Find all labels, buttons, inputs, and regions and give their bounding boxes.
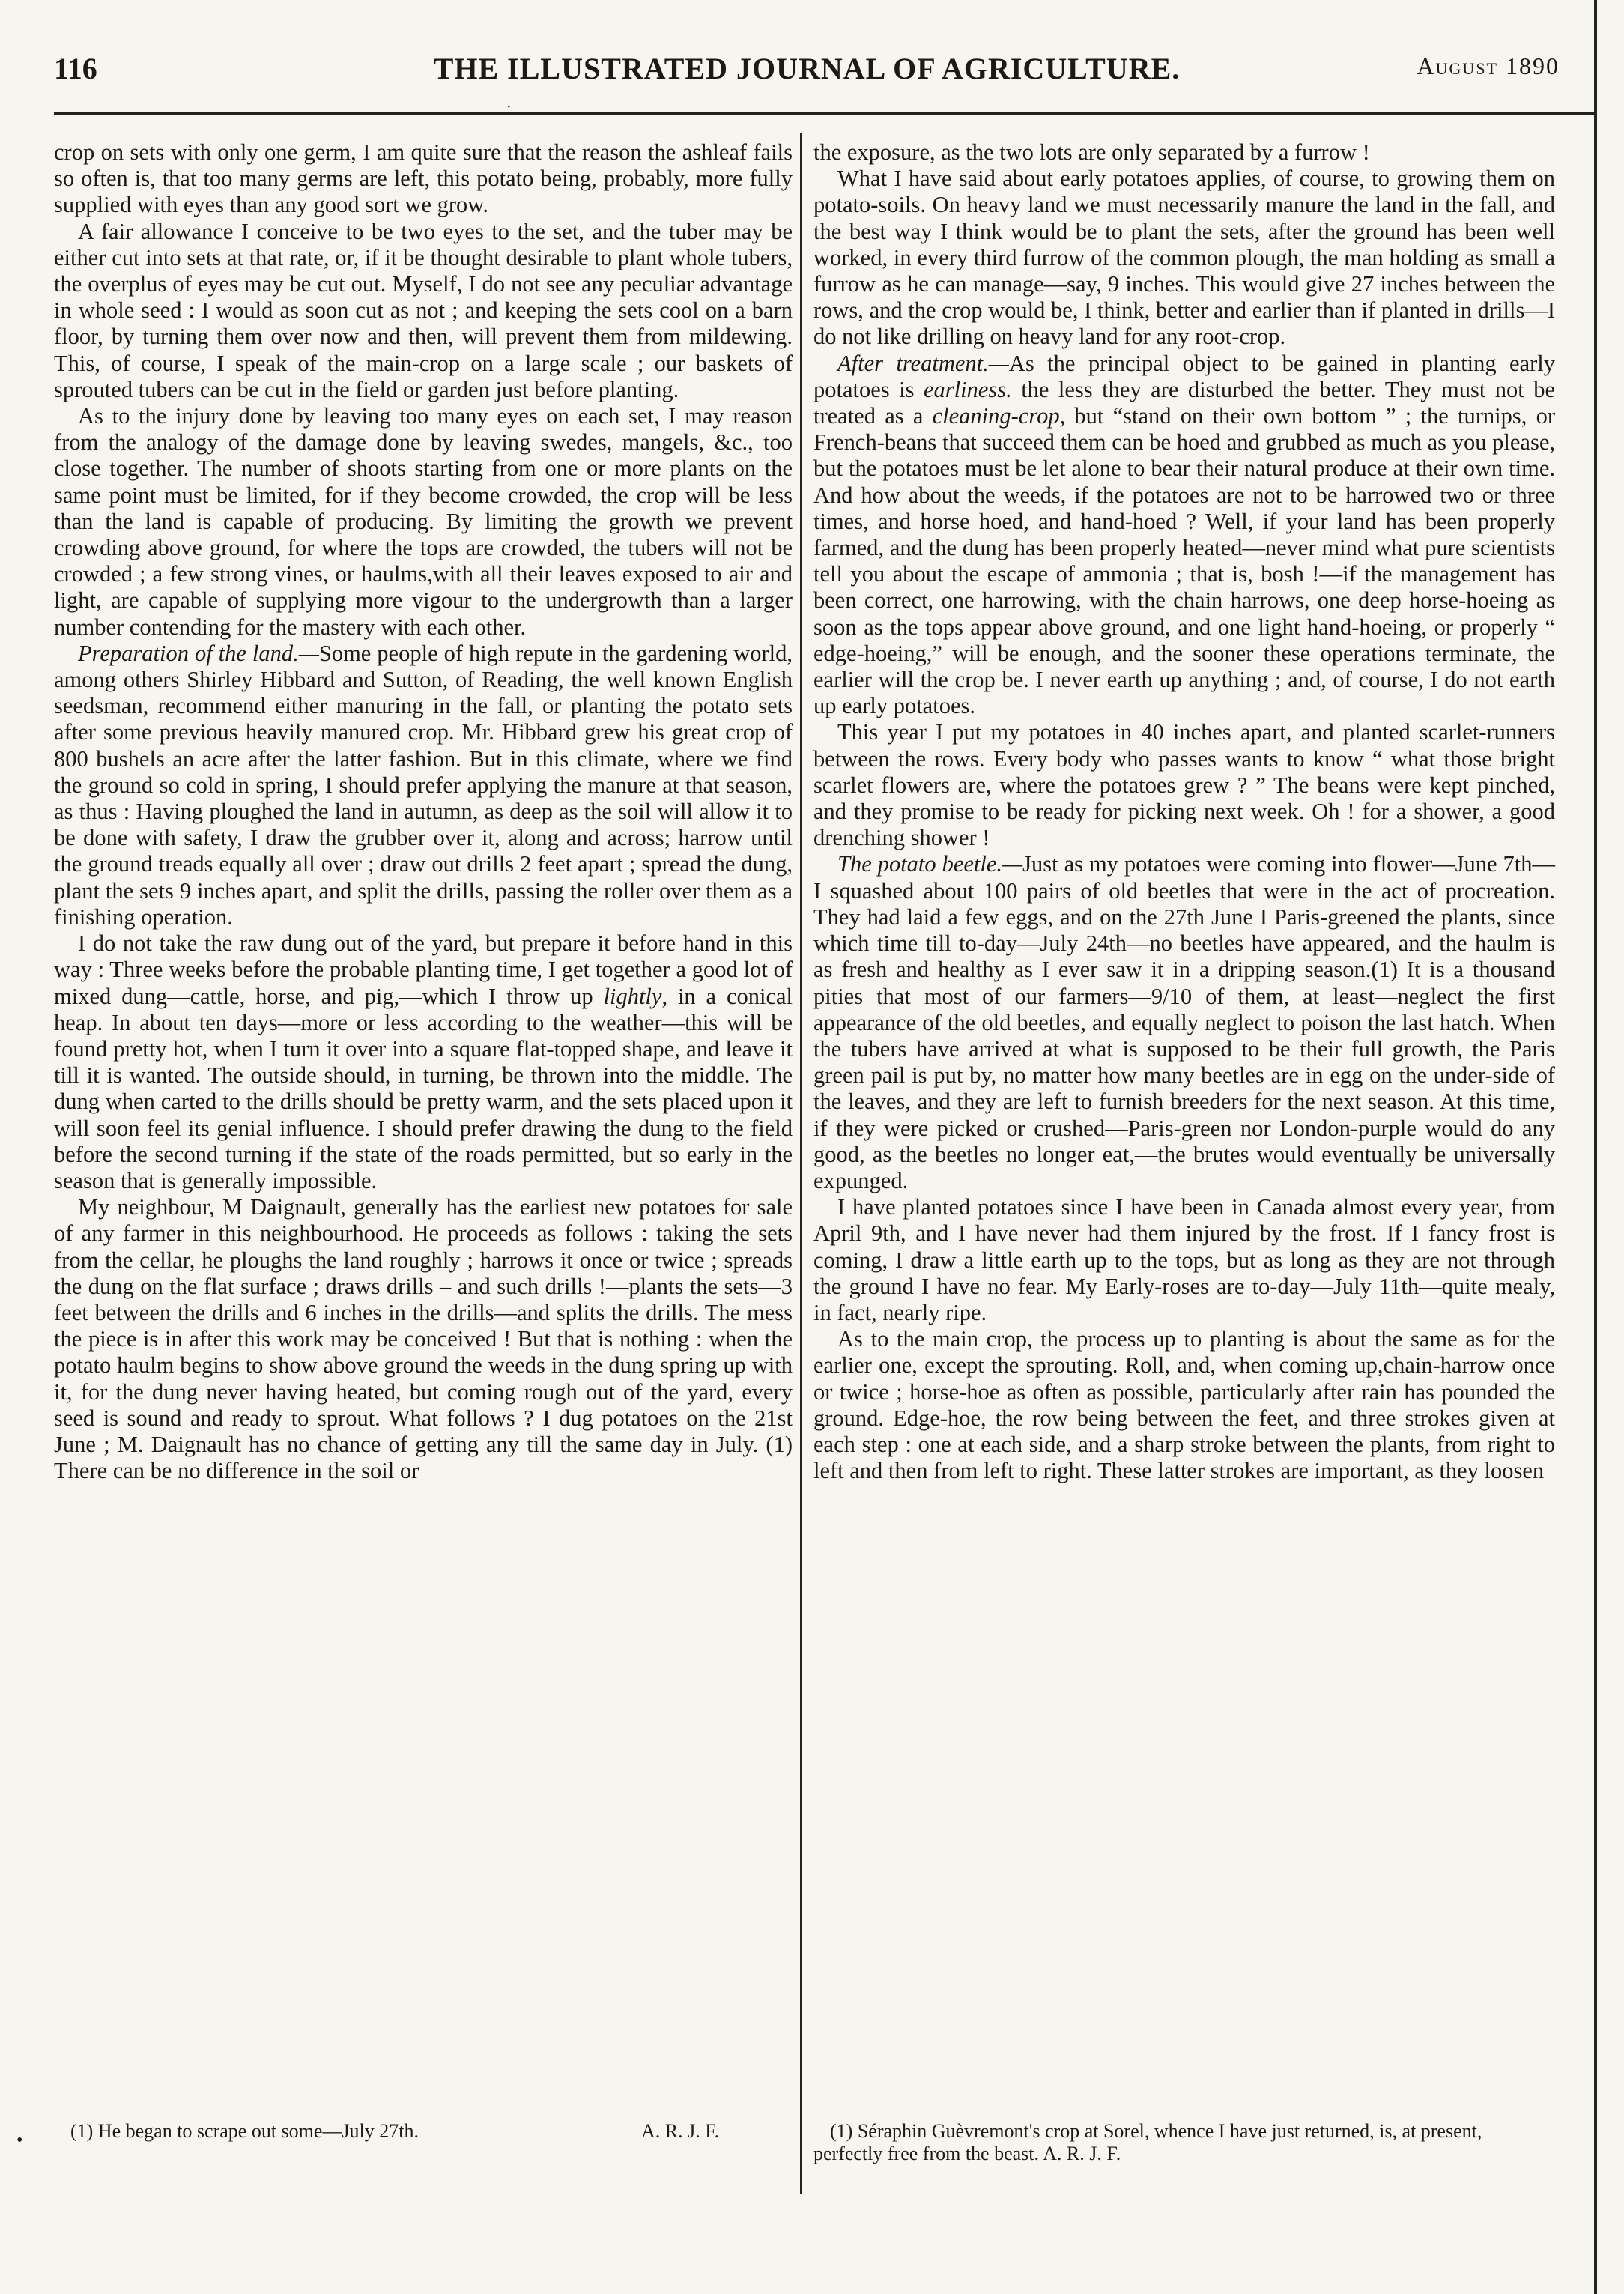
paragraph: As to the main crop, the process up to planting is about the same as for the earlier one, except the sprouting. Roll, and, when coming up,chain-harrow once or twice ; horse-hoe as often as possible, particularly after rain has pounded the ground. Edge-hoe, the row being between the feet, and three strokes given at each step : one at each side, and a sharp stroke between the plants, from right to left and then from left to right. These latter strokes are important, as they loosen — [813, 1326, 1555, 1484]
margin-mark: • — [16, 2131, 23, 2150]
paragraph: the exposure, as the two lots are only separated by a furrow ! — [813, 139, 1370, 165]
paragraph: I have planted potatoes since I have been in Canada almost every year, from April 9th, and I have never had them injured by the frost. If I fancy frost is coming, I draw a little earth up to the tops, but as long as they are not through the ground I have no fear. My Early-roses are to-day—July 11th—quite mealy, in fact, nearly ripe. — [813, 1194, 1555, 1325]
page-number: 116 — [54, 52, 97, 85]
section-heading: Preparation of the land.— — [78, 640, 319, 666]
footnote-left — [54, 2120, 793, 2143]
paragraph: What I have said about early potatoes applies, of course, to growing them on potato-soils. On heavy land we must necessarily manure the land in the fall, and the best way I think would be to plant the sets, after the ground has been well worked, in every third furrow of the common plough, the man holding as small a furrow as he can manage—say, 9 inches. This would give 27 inches between the rows, and the crop would be, I think, better and earlier than if planted in drills—I do not like drilling on heavy land for any root-crop. — [813, 166, 1555, 350]
section-heading: The potato beetle.— — [837, 851, 1023, 877]
paragraph-text: , in a conical heap. In about ten days—more or less according to the weather—this will be found pretty hot, when I turn it over into a square flat-topped shape, and leave it till it is wanted. The outside should, in turning, be thrown into the middle. The dung when carted to the drills should be pretty warm, and the sets placed upon it will soon feel its genial influence. I should prefer drawing the dung to the field before the second turning if the state of the roads permitted, but so early in the season that is generally impossible. — [54, 983, 793, 1193]
paragraph: This year I put my potatoes in 40 inches apart, and planted scarlet-runners between the rows. Every body who passes wants to know “ what those bright scarlet flowers are, where the potatoes grew ? ” The beans were kept pinched, and they promise to be ready for picking next week. Oh ! for a shower, a good drenching shower ! — [813, 719, 1555, 851]
paragraph: A fair allowance I conceive to be two eyes to the set, and the tuber may be either cut into sets at that rate, or, if it be thought desirable to plant whole tubers, the overplus of eyes may be cut out. Myself, I do not see any peculiar advantage in whole seed : I would as soon cut as not ; and keeping the sets cool on a barn floor, by turning them over now and then, will prevent them from mildewing. This, of course, I speak of the main-crop on a large scale ; our baskets of sprouted tubers can be cut in the field or garden just before planting. — [54, 218, 793, 402]
page-header — [54, 48, 1560, 90]
paragraph-text: the less they are disturbed the better. They must not be treated as a — [813, 376, 1556, 429]
footnote-text: (1) He began to scrape out some—July 27th. — [70, 2120, 419, 2142]
paragraph: crop on sets with only one germ, I am quite sure that the reason the ashleaf fails so often is, that too many germs are left, this potato being, probably, more fully supplied with eyes than any good sort we grow. — [54, 139, 793, 218]
page-edge-rule — [1594, 0, 1597, 2294]
emphasis: cleaning-crop, — [932, 403, 1066, 429]
left-column — [54, 139, 793, 1484]
paragraph-text: but “stand on their own bottom ” ; the turnips, or French-beans that succeed them can be hoed and grubbed as much as you please, but the potatoes must be let alone to bear their natural produce at their own time. And how about the weeds, if the potatoes are not to be harrowed two or three times, and horse hoed, and hand-hoed ? Well, if your land has been properly farmed, and the dung has been properly heated—never mind what pure scientists tell you about the escape of ammonia ; that is, bosh !—if the management has been correct, one harrowing, with the chain harrows, one deep horse-hoeing as soon as the tops appear above ground, and one light hand-hoeing, or properly “ edge-hoeing,” will be enough, and the sooner these operations terminate, the earlier will the crop be. I never earth up anything ; and, of course, I do not earth up early potatoes. — [813, 403, 1555, 719]
issue-date: August 1890 — [1417, 52, 1560, 79]
emphasis: earliness. — [923, 376, 1012, 402]
paragraph-preparation — [54, 641, 793, 930]
paragraph-text: Some people of high repute in the gardening world, among others Shirley Hibbard and Sutton, of Reading, the well known English seedsman, recommend either manuring in the fall, or planting the potato sets after some previous heavily manured crop. Mr. Hibbard grew his great crop of 800 bushels an acre after the latter fashion. But in this climate, where we find the ground so cold in spring, I should prefer applying the manure at that season, as thus : Having ploughed the land in autumn, as deep as the soil will allow it to be done with safety, I draw the grubber over it, along and across; harrow until the ground treads equally all over ; draw out drills 2 feet apart ; spread the dung, plant the sets 9 inches apart, and split the drills, passing the roller over them as a finishing operation. — [54, 640, 793, 930]
journal-title: THE ILLUSTRATED JOURNAL OF AGRICULTURE. — [433, 52, 1181, 85]
section-heading: After treatment.— — [837, 350, 1009, 376]
column-divider — [800, 133, 802, 2194]
paragraph-dung — [54, 930, 793, 1194]
emphasis: lightly — [603, 983, 662, 1009]
footnote-right — [813, 2120, 1555, 2165]
footnote-signature: A. R. J. F. — [641, 2120, 720, 2142]
paragraph: As to the injury done by leaving too many eyes on each set, I may reason from the analogy of the damage done by leaving swedes, mangels, &c., too close together. The number of shoots starting from one or more plants on the same point must be limited, for if they become crowded, the crop will be less than the land is capable of producing. By limiting the growth we prevent crowding above ground, for where the tops are crowded, the tubers will not be crowded ; a few strong vines, or haulms,with all their leaves exposed to air and light, are capable of supplying more vigour to the undergrowth than a larger number contending for the mastery with each other. — [54, 403, 793, 640]
footnote-signature: A. R. J. F. — [1043, 2143, 1121, 2164]
paragraph-beetle — [813, 851, 1555, 1194]
footnote-body: (1) Séraphin Guèvremont's crop at Sorel, whence I have just returned, is, at present, perfectly free from the beast. — [813, 2120, 1482, 2164]
paragraph-text: I do not take the raw dung out of the yard, but prepare it before hand in this way : Three weeks before the probable planting time, I get together a good lot of mixed dung—cattle, horse, and pig,—which I throw up — [54, 930, 793, 1009]
paragraph-text: As the principal object to be gained in planting early potatoes is — [813, 350, 1555, 402]
right-column — [813, 139, 1555, 1484]
header-dot: · — [506, 99, 512, 115]
paragraph: My neighbour, M Daignault, generally has the earliest new potatoes for sale of any farmer in this neighbourhood. He proceeds as follows : taking the sets from the cellar, he ploughs the land roughly ; harrows it once or twice ; spreads the dung on the flat surface ; draws drills – and such drills !—plants the sets—3 feet between the drills and 6 inches in the drills—and splits the drills. The mess the piece is in after this work may be conceived ! But that is nothing : when the potato haulm begins to show above ground the weeds in the dung spring up with it, for the dung never having heated, but coming rough out of the yard, every seed is sound and ready to sprout. What follows ? I dug potatoes on the 21st June ; M. Daignault has no chance of getting any till the same day in July. (1) There can be no difference in the soil or — [54, 1194, 793, 1484]
paragraph-after-treatment — [813, 351, 1555, 720]
footnote-text — [813, 2120, 1555, 2165]
header-rule — [54, 112, 1594, 115]
paragraph-text: Just as my potatoes were coming into flower—June 7th—I squashed about 100 pairs of old beetles that were in the act of procreation. They had laid a few eggs, and on the 27th June I Paris-greened the plants, since which time till to-day—July 24th—no beetles have appeared, and the haulm is as fresh and healthy as I ever saw it in a dripping season.(1) It is a thousand pities that most of our farmers—9/10 of them, at least—neglect the first appearance of the old beetles, and equally neglect to poison the last hatch. When the tubers have arrived at what is supposed to be their full growth, the Paris green pail is put by, no matter how many beetles are in egg on the under-side of the leaves, and they are left to furnish breeders for the next season. At this time, if they were picked or crushed—Paris-green nor London-purple would do any good, as the beetles no longer eat,—the brutes would eventually be universally expunged. — [813, 851, 1555, 1193]
